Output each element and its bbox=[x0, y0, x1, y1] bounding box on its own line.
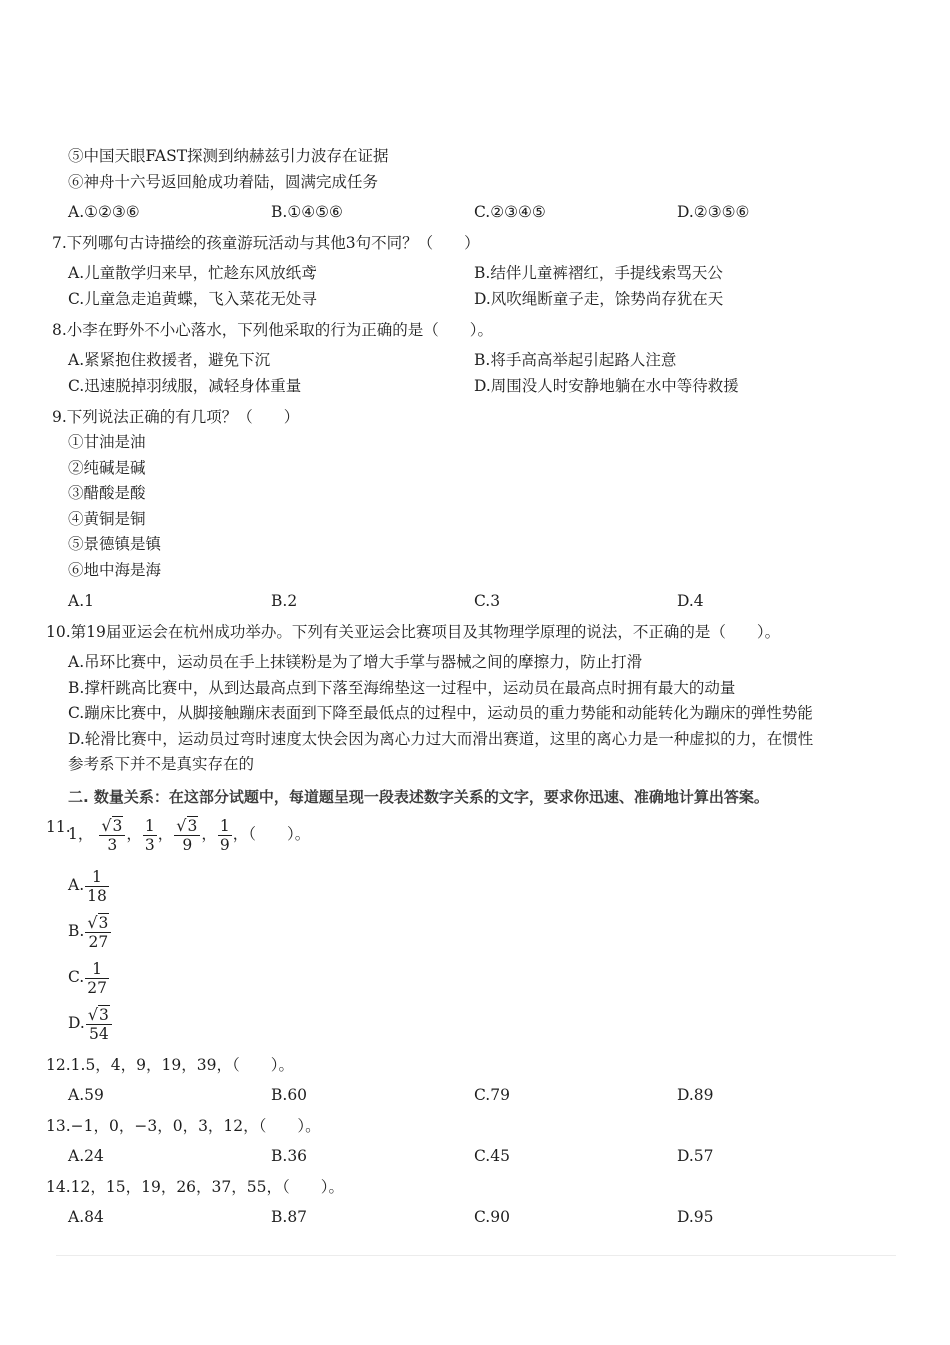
q6-option-b: B.①④⑤⑥ bbox=[271, 203, 343, 221]
q8-option-a: A.紧紧抱住救援者，避免下沉 bbox=[68, 351, 271, 369]
q6-option-c: C.②③④⑤ bbox=[474, 203, 546, 221]
q7-option-d: D.风吹绳断童子走，馀势尚存犹在天 bbox=[474, 290, 724, 308]
section-heading: 二. 数量关系：在这部分试题中，每道题呈现一段表述数字关系的文字，要求你迅速、准确地计算出答案。 bbox=[68, 788, 769, 806]
q14-option-c: C.90 bbox=[474, 1208, 510, 1226]
q7-option-b: B.结伴儿童裤褶红，手提线索骂天公 bbox=[474, 264, 723, 282]
fraction: $\frac{√3}{54}$ bbox=[86, 1006, 112, 1043]
q9-item: ②纯碱是碱 bbox=[68, 459, 146, 477]
q11-lead: 1， bbox=[68, 825, 94, 843]
q13-option-d: D.57 bbox=[677, 1147, 714, 1165]
q6-option-d: D.②③⑤⑥ bbox=[677, 203, 750, 221]
fraction: $\frac{1}{9}$ bbox=[219, 816, 230, 854]
q9-stem: 9.下列说法正确的有几项？（ ） bbox=[52, 408, 300, 426]
q13-option-a: A.24 bbox=[68, 1147, 104, 1165]
q7-option-a: A.儿童散学归来早，忙趁东风放纸鸢 bbox=[68, 264, 317, 282]
q12-option-d: D.89 bbox=[677, 1086, 714, 1104]
fraction: $\frac{√3}{3}$ bbox=[99, 817, 125, 854]
q11-option-d: D. $\frac{√3}{54}$ bbox=[68, 1004, 113, 1043]
q9-option-c: C.3 bbox=[474, 592, 501, 610]
q14-stem: 14.12，15，19，26，37，55，（ ）。 bbox=[46, 1178, 344, 1196]
list-item: ⑥神舟十六号返回舱成功着陆，圆满完成任务 bbox=[68, 173, 379, 191]
fraction: $\frac{1}{3}$ bbox=[144, 816, 155, 854]
q10-stem: 10.第19届亚运会在杭州成功举办。下列有关亚运会比赛项目及其物理学原理的说法，不正确的是（ ）。 bbox=[46, 623, 781, 641]
q11-option-a: A. $\frac{1}{18}$ bbox=[68, 867, 107, 905]
q8-option-c: C.迅速脱掉羽绒服，减轻身体重量 bbox=[68, 377, 302, 395]
q6-option-a: A.①②③⑥ bbox=[68, 203, 140, 221]
q11-stem: 1， $\frac{√3}{3}$ ， $\frac{1}{3}$ ， $\frac{√3}{9}$ ， $\frac{1}{9}$ ，（ ）。 bbox=[68, 815, 311, 854]
q11-option-b: B. $\frac{√3}{27}$ bbox=[68, 912, 112, 951]
q11-option-c: C. $\frac{1}{27}$ bbox=[68, 959, 107, 997]
fraction: $\frac{1}{27}$ bbox=[87, 959, 107, 997]
q12-option-a: A.59 bbox=[68, 1086, 104, 1104]
fraction: $\frac{√3}{27}$ bbox=[85, 914, 111, 951]
q10-option-d-cont: 参考系下并不是真实存在的 bbox=[68, 755, 255, 773]
list-item: ⑤中国天眼FAST探测到纳赫兹引力波存在证据 bbox=[68, 147, 389, 165]
q9-option-b: B.2 bbox=[271, 592, 298, 610]
q12-stem: 12.1.5，4，9，19，39，（ ）。 bbox=[46, 1056, 294, 1074]
q8-option-d: D.周围没人时安静地躺在水中等待救援 bbox=[474, 377, 739, 395]
q13-stem: 13.−1，0，−3，0，3，12，（ ）。 bbox=[46, 1117, 321, 1135]
q9-item: ⑥地中海是海 bbox=[68, 561, 162, 579]
q13-option-c: C.45 bbox=[474, 1147, 510, 1165]
q7-stem: 7.下列哪句古诗描绘的孩童游玩活动与其他3句不同？（ ） bbox=[52, 234, 480, 252]
q12-option-b: B.60 bbox=[271, 1086, 308, 1104]
q11-number: 11. bbox=[46, 818, 71, 836]
q14-option-d: D.95 bbox=[677, 1208, 714, 1226]
q9-item: ⑤景德镇是镇 bbox=[68, 535, 162, 553]
q10-option-d: D.轮滑比赛中，运动员过弯时速度太快会因为离心力过大而滑出赛道，这里的离心力是一种虚拟的力，在惯性 bbox=[68, 730, 814, 748]
q8-option-b: B.将手高高举起引起路人注意 bbox=[474, 351, 677, 369]
q10-option-b: B.撑杆跳高比赛中，从到达最高点到下落至海绵垫这一过程中，运动员在最高点时拥有最大的动量 bbox=[68, 679, 736, 697]
q12-option-c: C.79 bbox=[474, 1086, 510, 1104]
q9-option-a: A.1 bbox=[68, 592, 94, 610]
fraction: $\frac{√3}{9}$ bbox=[174, 817, 200, 854]
q10-option-a: A.吊环比赛中，运动员在手上抹镁粉是为了增大手掌与器械之间的摩擦力，防止打滑 bbox=[68, 653, 643, 671]
q9-option-d: D.4 bbox=[677, 592, 704, 610]
q10-option-c: C.蹦床比赛中，从脚接触蹦床表面到下降至最低点的过程中，运动员的重力势能和动能转化为蹦床的弹性势能 bbox=[68, 704, 813, 722]
q7-option-c: C.儿童急走追黄蝶，飞入菜花无处寻 bbox=[68, 290, 317, 308]
fraction: $\frac{1}{18}$ bbox=[87, 867, 107, 905]
q9-item: ④黄铜是铜 bbox=[68, 510, 146, 528]
q14-option-b: B.87 bbox=[271, 1208, 308, 1226]
q13-option-b: B.36 bbox=[271, 1147, 308, 1165]
q9-item: ③醋酸是酸 bbox=[68, 484, 146, 502]
q14-option-a: A.84 bbox=[68, 1208, 104, 1226]
q8-stem: 8.小李在野外不小心落水，下列他采取的行为正确的是（ ）。 bbox=[52, 321, 494, 339]
page-divider bbox=[56, 1255, 896, 1256]
q9-item: ①甘油是油 bbox=[68, 433, 146, 451]
